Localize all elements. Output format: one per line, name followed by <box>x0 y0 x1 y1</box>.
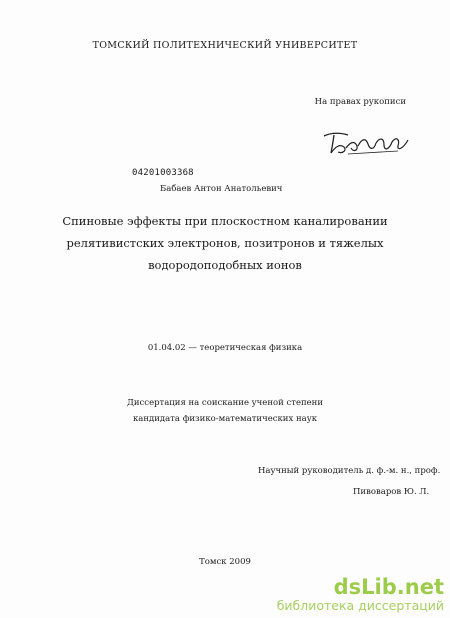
dissertation-degree-line: Диссертация на соискание ученой степени <box>126 398 324 408</box>
document-number: 04201003368 <box>132 168 194 178</box>
supervisor-name: Пивоваров Ю. Л. <box>353 487 430 497</box>
handwritten-signature <box>318 124 414 158</box>
dissertation-degree-line: кандидата физико-математических наук <box>132 414 318 424</box>
manuscript-rights-label: На правах рукописи <box>314 97 406 107</box>
title-line: релятивистских электронов, позитронов и тяжелых <box>66 236 384 250</box>
city-year: Томск 2009 <box>199 557 251 567</box>
supervisor-title: Научный руководитель д. ф.-м. н., проф. <box>258 466 441 476</box>
watermark-logo[interactable]: dsLib.net <box>333 575 444 599</box>
title-line: водородоподобных ионов <box>148 258 302 272</box>
title-line: Спиновые эффекты при плоскостном каналировании <box>62 214 388 228</box>
university-name: ТОМСКИЙ ПОЛИТЕХНИЧЕСКИЙ УНИВЕРСИТЕТ <box>92 40 358 51</box>
author-name: Бабаев Антон Анатольевич <box>160 184 283 194</box>
watermark[interactable] <box>277 576 444 614</box>
watermark-subtitle: библиотека диссертаций <box>276 598 444 613</box>
specialty-code: 01.04.02 — теоретическая физика <box>147 343 303 353</box>
